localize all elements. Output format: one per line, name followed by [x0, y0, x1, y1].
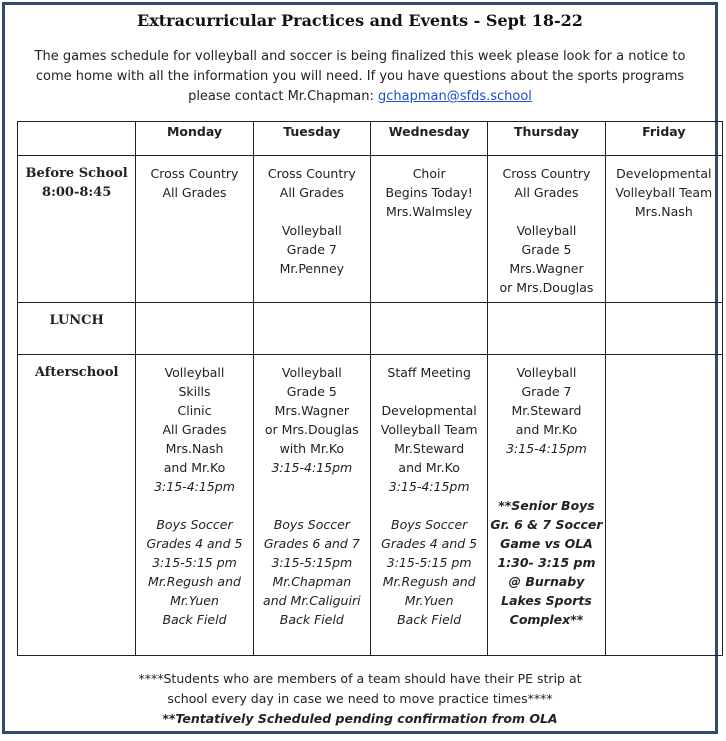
afterschool-row	[18, 355, 723, 656]
afterschool-label: Afterschool	[18, 355, 136, 656]
page-title: Extracurricular Practices and Events - Sept 18-22	[137, 11, 583, 30]
lunch-thursday-cell	[488, 303, 605, 355]
email-link[interactable]: gchapman@sfds.school	[378, 89, 532, 104]
day-header-thursday: Thursday	[488, 122, 605, 156]
before-friday-cell: Developmental Volleyball Team Mrs.Nash	[605, 156, 722, 303]
schedule-frame	[2, 2, 718, 734]
footer-line-3: **Tentatively Scheduled pending confirmation from OLA	[162, 711, 558, 726]
intro-text: The games schedule for volleyball and soccer is being finalized this week please look for a notice to come home with all the information you will need. If you have questions about the sports programs please contact Mr.Chapman:	[34, 49, 686, 104]
lunch-monday-cell	[136, 303, 253, 355]
after-wednesday-cell: Staff Meeting Developmental Volleyball Team Mr.Steward and Mr.Ko 3:15-4:15pm Boys Soccer Grades 4 and 5 3:15-5:15 pm Mr.Regush and Mr.Yuen Back Field	[370, 355, 487, 656]
before-monday-cell: Cross Country All Grades	[136, 156, 253, 303]
lunch-wednesday-cell	[370, 303, 487, 355]
after-thursday-cell: Volleyball Grade 7 Mr.Steward and Mr.Ko 3:15-4:15pm **Senior Boys Gr. 6 & 7 Soccer Game vs OLA 1:30- 3:15 pm @ Burnaby Lakes Sports Complex**	[488, 355, 605, 656]
header-row	[18, 122, 723, 156]
lunch-label: LUNCH	[18, 303, 136, 355]
before-school-label: Before School 8:00-8:45	[18, 156, 136, 303]
day-header-monday: Monday	[136, 122, 253, 156]
day-header-friday: Friday	[605, 122, 722, 156]
before-wednesday-cell: Choir Begins Today! Mrs.Walmsley	[370, 156, 487, 303]
after-tuesday-cell: Volleyball Grade 5 Mrs.Wagner or Mrs.Douglas with Mr.Ko 3:15-4:15pm Boys Soccer Grades 6 and 7 3:15-5:15pm Mr.Chapman and Mr.Caliguiri Back Field	[253, 355, 370, 656]
day-header-tuesday: Tuesday	[253, 122, 370, 156]
before-tuesday-cell: Cross Country All Grades Volleyball Grade 7 Mr.Penney	[253, 156, 370, 303]
lunch-row	[18, 303, 723, 355]
after-friday-cell	[605, 355, 722, 656]
lunch-friday-cell	[605, 303, 722, 355]
footer-notes	[5, 669, 715, 729]
intro-paragraph	[21, 47, 699, 107]
lunch-tuesday-cell	[253, 303, 370, 355]
footer-line-2: school every day in case we need to move practice times****	[167, 691, 553, 706]
before-school-row	[18, 156, 723, 303]
corner-cell	[18, 122, 136, 156]
before-thursday-cell: Cross Country All Grades Volleyball Grade 5 Mrs.Wagner or Mrs.Douglas	[488, 156, 605, 303]
footer-line-1: ****Students who are members of a team should have their PE strip at	[138, 671, 582, 686]
day-header-wednesday: Wednesday	[370, 122, 487, 156]
schedule-table	[17, 121, 723, 656]
after-monday-cell: Volleyball Skills Clinic All Grades Mrs.Nash and Mr.Ko 3:15-4:15pm Boys Soccer Grades 4 and 5 3:15-5:15 pm Mr.Regush and Mr.Yuen Back Field	[136, 355, 253, 656]
